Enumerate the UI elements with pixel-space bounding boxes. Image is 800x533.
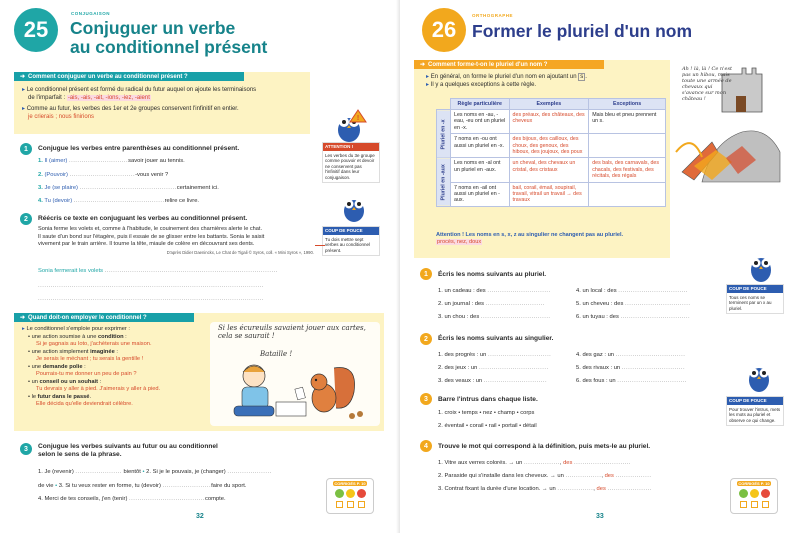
- exercise-1-line[interactable]: 3. Je (se plaire) ..............................................certainement ici.: [38, 185, 219, 191]
- exercise-1-line[interactable]: 4. Tu (devoir) ...........................................relire ce livre.: [38, 198, 200, 204]
- hint-note: COUP DE POUCE Tu dois mettre sept verbes au conditionnel présent.: [322, 226, 380, 256]
- rule-box-header: ➜ Comment forme-t-on le pluriel d'un nom ?: [414, 60, 604, 69]
- exercise-3-line[interactable]: 4. Merci de tes conseils, j'en (tenir) ....................................compte.: [38, 496, 226, 502]
- lesson-number-badge: 25: [14, 8, 58, 52]
- corrections-box[interactable]: CORRIGÉS P. 10: [730, 478, 778, 514]
- exercise-2-answer-line[interactable]: Sonia fermerait les volets ..................................................................................: [38, 268, 278, 274]
- exercise-3-number: 3: [420, 393, 432, 405]
- exercise-1-line[interactable]: 2. (Pouvoir) ...............................-vous venir ?: [38, 172, 169, 178]
- bataille-exclaim: Bataille !: [260, 350, 293, 358]
- endings-highlight: -ais, -ais, -ait, -ions, -iez, -aient: [67, 95, 150, 102]
- hint-note: COUP DE POUCE Pour trouver l'intrus, mets les mots au pluriel et observe ce qui change.: [726, 396, 784, 426]
- owl-mascot-icon: [746, 250, 776, 284]
- rule-box-header: ➜ Comment conjuguer un verbe au conditionnel présent ?: [14, 72, 244, 81]
- exercise-1-line[interactable]: 1. Il (aimer) ............................savoir jouer au tennis.: [38, 158, 185, 164]
- exercise-3-question: Barre l'intrus dans chaque liste.: [438, 396, 538, 403]
- exercise-3-line[interactable]: 1. croix • temps • nez • champ • corps: [438, 410, 535, 416]
- happy-face-icon: [335, 489, 344, 498]
- attention-note: ATTENTION ! Les verbes du 3e groupe comme pouvoir et devoir ne conservent pas l'infinitif dans leur conjugaison.: [322, 142, 380, 183]
- exercise-4-question: Trouve le mot qui correspond à la définition, puis mets-le au pluriel.: [438, 443, 651, 450]
- squirrel-illustration: [210, 322, 380, 426]
- rule-text: ▸ En général, on forme le pluriel d'un nom en ajoutant un s . ▸ Il y a quelques exceptions à cette règle.: [426, 74, 587, 89]
- exercise-2-number: 2: [420, 333, 432, 345]
- owl-mascot-icon: [340, 192, 368, 224]
- castle-speech: Ah ! là, là ! Ce n'est pas un hibou, mais toute une armée de chevaux qui s'avance sur mon château !: [682, 66, 733, 102]
- exercise-4-line[interactable]: 3. Contrat fixant la durée d'une location. → un ................., des .....................: [438, 486, 652, 492]
- group-label: Pluriel en -x: [437, 110, 451, 158]
- page-title: Conjuguer un verbe au conditionnel présent: [70, 18, 268, 57]
- exercise-2-answer-line[interactable]: ...........................................................................................................: [38, 296, 264, 302]
- exercise-1-number: 1: [420, 268, 432, 280]
- exercise-1-line[interactable]: 5. un cheveu : des ...............................: [576, 301, 691, 307]
- exercise-2-number: 2: [20, 213, 32, 225]
- neutral-face-icon: [346, 489, 355, 498]
- hint-arrow: [315, 245, 325, 246]
- exercise-1-question: Écris les noms suivants au pluriel.: [438, 271, 547, 278]
- exercise-3-line[interactable]: de vie • 3. Si tu veux rester en forme, tu (devoir) .......................faire du sport.: [38, 483, 247, 489]
- exercise-2-answer-line[interactable]: ...........................................................................................................: [38, 283, 264, 289]
- exercise-1-line[interactable]: 1. un cadeau : des ..............................: [438, 288, 551, 294]
- attention-text: Attention ! Les noms en s, x, z au singulier ne changent pas au pluriel. procès, nez, doux: [436, 232, 624, 246]
- exercise-1-line[interactable]: 3. un chou : des .................................: [438, 314, 551, 320]
- exercise-2-line[interactable]: 5. des rivaux : un ..............................: [576, 365, 686, 371]
- exercise-2-line[interactable]: 3. des veaux : un ..............................: [438, 378, 548, 384]
- rule-text: ▸ Le conditionnel présent est formé du radical du futur auquel on ajoute les terminaisons de l'imparfait : -ais, -ais, -ait, -ions, -iez, -aient ▸ Comme au futur, les verbes des 1er et 2e groupes conservent l'infinitif en entier. je crierais ; nous finirions: [22, 87, 257, 121]
- usage-text: ▸ Le conditionnel s'emploie pour exprimer : • une action soumise à une condition : Si je gagnais au loto, j'achèterais une maison. • une action simplement imaginée : Je serais le méchant ; tu serais la gentille ! • une demande polie : Pourrais-tu me donner un peu de pain ? • un conseil ou un souhait : Tu devrais y aller à pied. J'aimerais y aller à pied. • le futur dans le passé. Elle décida qu'elle deviendrait célèbre.: [22, 326, 161, 407]
- sad-face-icon: [357, 489, 366, 498]
- kid-and-squirrel-drawing-icon: [224, 358, 374, 424]
- exercise-2-line[interactable]: 6. des fous : un .................................: [576, 378, 687, 384]
- exercise-1-line[interactable]: 2. un journal : des ............................: [438, 301, 545, 307]
- owl-mascot-icon: [744, 360, 774, 394]
- group-label: Pluriel en -aux: [437, 158, 451, 206]
- exercise-3-line[interactable]: 2. éventail • corail • rail • portail • détail: [438, 423, 537, 429]
- page-number: 32: [196, 513, 204, 520]
- svg-text:!: !: [356, 115, 360, 122]
- hint-note: COUP DE POUCE Tous ces noms se terminent par un x au pluriel.: [726, 284, 784, 314]
- exercise-3-number: 3: [20, 443, 32, 455]
- exercise-3-question: Conjugue les verbes suivants au futur ou au conditionnel selon le sens de la phrase.: [38, 443, 218, 458]
- exercise-4-number: 4: [420, 440, 432, 452]
- exercise-4-line[interactable]: 2. Paraside qui s'installe dans les cheveux. → un ................., des .................: [438, 473, 652, 479]
- exercise-4-line[interactable]: 1. Vitre aux verres colorés. → un ................., des ...........................: [438, 460, 632, 466]
- exercise-1-number: 1: [20, 143, 32, 155]
- exercise-2-line[interactable]: 1. des progrès : un ..............................: [438, 352, 552, 358]
- corrections-box[interactable]: CORRIGÉS P. 10: [326, 478, 374, 514]
- usage-box-header: ➜ Quand doit-on employer le conditionnel ?: [14, 313, 194, 322]
- exercise-2-text: Sonia ferme les volets et, comme à l'habitude, le couinement des charnières alerte le chat. Il saute d'un bond sur l'étagère, puis il essaie de se glisser entre les battants. Sonia le saisit vivement par le train arrière. Il tourne la tête, miaule de colère en découvrant ses dents. D'après Didier Daeninckx, Le Chat de Tigali © Syros, coll. « Mini Syros », 1990.: [38, 226, 314, 255]
- exercise-2-line[interactable]: 2. des jeux : un .................................: [438, 365, 549, 371]
- exercise-1-line[interactable]: 6. un tuyau : des .................................: [576, 314, 691, 320]
- rules-table: Règle particulière Exemples Exceptions Pluriel en -x Les noms en -au, -eau, -eu ont un pluriel en -x. des préaux, des châteaux, des cheveux Mais bleu et pneu prennent un s. 7 noms en -ou ont aussi un pluriel en -x. des bijoux, des cailloux, des choux, des genoux, des hiboux, des joujoux, des poux Pluriel en -aux Les noms en -al ont un pluriel en -aux. un cheval, des chevaux un cristal, des cristaux des bals, des carnavals, des chacals, des festivals, des récitals, des régals 7 noms en -ail ont aussi un pluriel en -aux. bail, corail, émail, soupirail, travail, vitrail un travail → des travaux: [436, 98, 666, 207]
- happy-face-icon: [739, 489, 748, 498]
- category-label: CONJUGAISON: [71, 11, 111, 16]
- exercise-1-line[interactable]: 4. un local : des .................................: [576, 288, 688, 294]
- sad-face-icon: [761, 489, 770, 498]
- exercise-2-line[interactable]: 4. des gaz : un .................................: [576, 352, 686, 358]
- owl-mascot-icon: [334, 108, 368, 144]
- lesson-number-badge: 26: [422, 8, 466, 52]
- exercise-2-question: Réécris ce texte en conjuguant les verbes au conditionnel présent.: [38, 215, 248, 222]
- exercise-2-question: Écris les noms suivants au singulier.: [438, 335, 554, 342]
- speech-bubble: Si les écureuils savaient jouer aux cartes, cela se saurait !: [218, 324, 366, 340]
- page-title: Former le pluriel d'un nom: [472, 21, 693, 41]
- exercise-1-question: Conjugue les verbes entre parenthèses au conditionnel présent.: [38, 145, 240, 152]
- exercise-3-line[interactable]: 1. Je (revenir) ...................... bientôt • 2. Si je le pouvais, je (changer) .....................: [38, 469, 272, 475]
- category-label: ORTHOGRAPHE: [472, 13, 514, 18]
- neutral-face-icon: [750, 489, 759, 498]
- page-number: 33: [596, 513, 604, 520]
- right-page: [400, 0, 800, 533]
